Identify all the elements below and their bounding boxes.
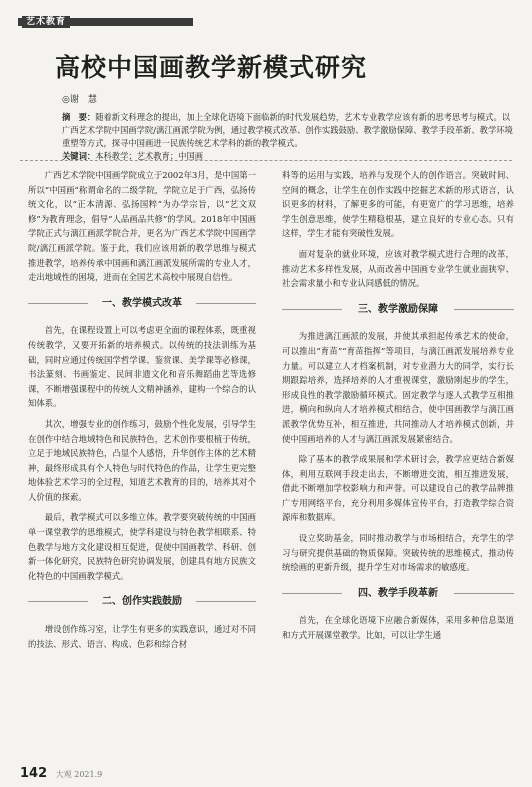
left-column	[28, 168, 256, 657]
divider	[20, 160, 512, 161]
page-number: 142	[20, 766, 48, 781]
section-heading: 二、创作实践鼓励	[28, 595, 256, 610]
paragraph: 增设创作练习室，让学生有更多的实践意识，通过对不同的技法、形式、语言、构成、色彩和综合材	[28, 624, 256, 649]
magazine-name: 大观 2021.9	[55, 770, 103, 779]
intro-paragraph: 广西艺术学院中国画学院成立于2002年3月，是中国第一所以“中国画”称谓命名的二级学院，学院立足于广西，弘扬传统文化，以“正本清源、弘扬国粹”为办学宗旨，以“艺文双修”为教育理念，倡导“人品画品共修”的学风。2018年中国画学院正式与漓江画派学院合并，更名为广西艺术学院中国画学院/漓江画派学院。鉴于此，我们应该用新的教学思维与模式推进教学，培养传承中国画和漓江画派发展所需的专业人才，走出地域性的困境，进而在全国艺术高校中展现自信性。	[28, 170, 256, 283]
article-title: 高校中国画教学新模式研究	[55, 53, 368, 82]
page-footer	[20, 766, 510, 781]
section-header	[0, 0, 532, 30]
abstract-text: 随着新文科理念的提出，加上全球化语境下面临新的时代发展趋势，艺术专业教学应该有新的思考思考与模式。以广西艺术学院中国画学院/漓江画派学院为例，通过教学模式改革、创作实践鼓励、教学激励保障、教学手段革新、教学环境重塑等方式，探寻中国画进一民族传统艺术学科的新的教学模式。	[62, 112, 513, 148]
paragraph: 除了基本的教学成果展和学术研讨会，教学应更结合新媒体，利用互联网手段走出去，不断增进交流，相互推进发展，借此不断增加学校影响力和声誉。可以建设自己的教学品牌推广专用网络平台，充分利用多媒体宣传平台，打造教学综合资源库和数据库。	[282, 454, 514, 523]
keywords-text: 本科教学；艺术教育；中国画	[95, 151, 204, 161]
paragraph: 料等的运用与实践，培养与发现个人的创作语言。突破时间、空间的概念，让学生在创作实践中挖掘艺术新的形式语言，认识更多的材料，了解更多的可能，有更宽广的学习思维，培养学生创意思维，使学生精稳根基，建立良好的专业心态。只有这样，学生才能有突破性发展。	[282, 170, 514, 239]
keywords-label: 关键词：	[62, 151, 96, 161]
section-heading: 三、教学激励保障	[282, 303, 514, 318]
paragraph: 面对复杂的就业环境，应该对教学模式进行合理的改革，推动艺术多样性发展，从而改善中国画专业学生就业面狭窄、社会需求量小和专业认同感低的情况。	[282, 248, 514, 289]
paragraph: 为推进漓江画派的发展，并使其承担起传承艺术的使命，可以推出“育苗”“育苗指挥”等项目，与漓江画派发展培养专业力量。可以建立人才档案机制，对专业潜力大的同学，实行长期跟踪培养，选择培养的人才重视课堂，激励刚起步的学生，形成良性的教学激励循环模式。固定教学与逐人式教学互相推进，横向和纵向人才培养模式相结合，使中国画教学与漓江画派教学优势互补，相互推进，共同推动人才培养模式创新，并使中国画培养的人才与漓江画派发展紧密结合。	[282, 331, 514, 444]
paragraph: 首先，在课程设置上可以考虑更全面的课程体系，既重视传统教学，又要开拓新的培养模式。以传统的技法训练为基础，同时应通过传统国学哲学课、鉴赏课、美学课等必修课，书法篆刻、书画鉴定、民间非遗文化和音乐舞蹈曲艺等选修课，不断增强课程中的传统人文精神涵养，建构一个综合的认知体系。	[28, 325, 256, 409]
paragraph: 最后，教学模式可以多维立体。教学要突破传统的中国画单一课堂教学的思维模式，使学科建设与特色教学相联系、特色教学与地方文化建设相互促进，促使中国画教学、科研、创新一体化研究，民族特色研究协调发展，创建具有地方民族文化特色的中国画教学模式。	[28, 512, 256, 581]
section-heading: 四、教学手段革新	[282, 587, 514, 602]
section-heading: 一、教学模式改革	[28, 297, 256, 312]
paragraph: 首先，在全球化语境下应融合新媒体，采用多种信息渠道和方式开展课堂教学。比如，可以让学生通	[282, 615, 514, 641]
paragraph: 设立奖助基金，同时推动教学与市场相结合，充学生的学习与研究提供基础的物质保障。突破传统的思维模式，推动传统绘画的更新升级，提升学生对市场需求的敏感度。	[282, 533, 514, 573]
abstract-block	[62, 111, 514, 163]
right-column	[282, 168, 514, 649]
paragraph: 其次，增强专业的创作练习，鼓励个性化发展，引导学生在创作中结合地域特色和民族特色，艺术创作要根植于传统，立足于地域民族特色，凸显个人感悟，升华创作主体的艺术精神，最终形成具有个人特色与时代特色的作品，让学生更完整地体验艺术学习的全过程，知道艺术教育的目的，培养其对个人价值的探索。	[28, 418, 256, 502]
abstract-label: 摘 要：	[62, 112, 96, 122]
section-label: 艺术教育	[22, 16, 70, 28]
article-author: ◎谢 慧	[62, 95, 97, 105]
